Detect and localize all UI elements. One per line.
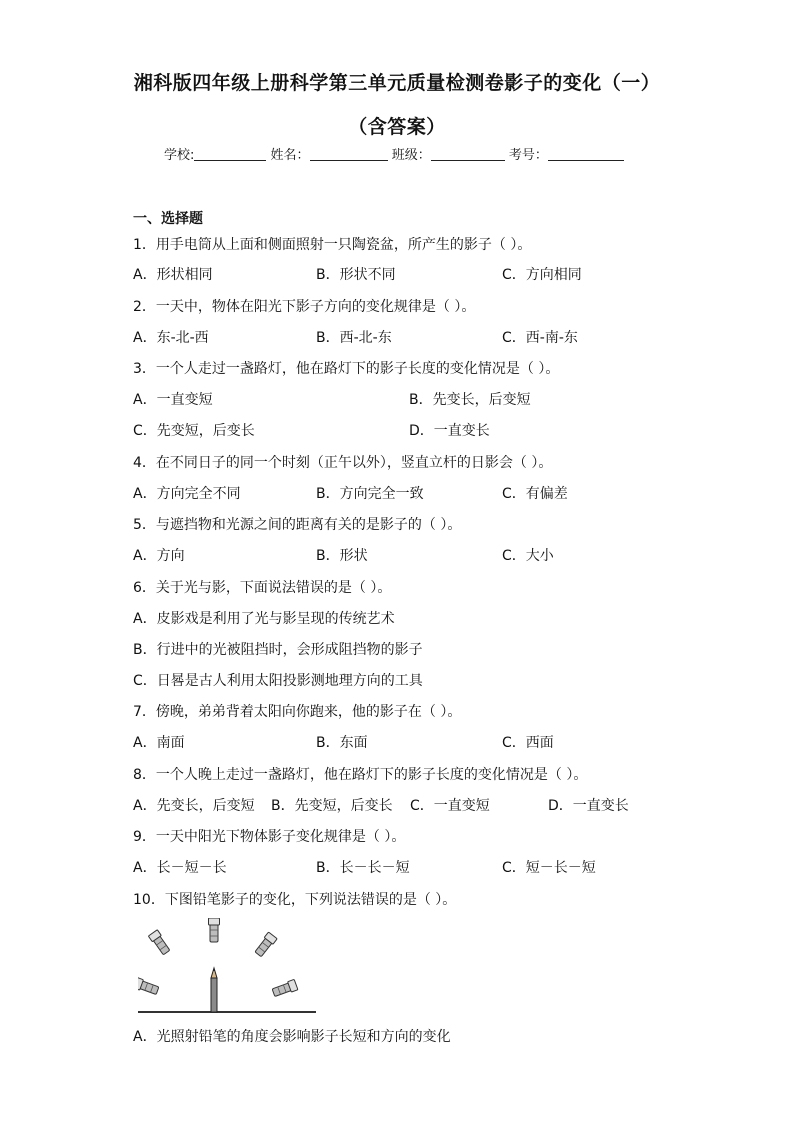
q3-option-c: C．先变短，后变长 <box>133 423 255 439</box>
question-7: 7．傍晚，弟弟背着太阳向你跑来，他的影子在（ ）。 <box>133 704 462 720</box>
q3-option-d: D．一直变长 <box>409 423 490 439</box>
q9-option-c: C．短－长－短 <box>502 860 596 876</box>
q8-option-a: A．先变长，后变短 <box>133 798 255 814</box>
q1-option-a: A．形状相同 <box>133 267 213 283</box>
school-blank[interactable] <box>194 146 266 161</box>
flashlight-lower-left-icon <box>138 977 159 996</box>
q7-option-a: A．南面 <box>133 735 185 751</box>
question-2: 2．一天中，物体在阳光下影子方向的变化规律是（ ）。 <box>133 299 476 315</box>
school-label: 学校: <box>164 148 195 163</box>
q4-option-c: C．有偏差 <box>502 486 568 502</box>
flashlight-upper-right-icon <box>254 932 277 958</box>
question-1: 1．用手电筒从上面和侧面照射一只陶瓷盆，所产生的影子（ ）。 <box>133 237 532 253</box>
name-blank[interactable] <box>310 146 388 161</box>
q4-option-b: B．方向完全一致 <box>316 486 424 502</box>
q7-option-c: C．西面 <box>502 735 554 751</box>
q1-option-c: C．方向相同 <box>502 267 582 283</box>
question-9: 9．一天中阳光下物体影子变化规律是（ ）。 <box>133 829 406 845</box>
q6-option-a: A．皮影戏是利用了光与影呈现的传统艺术 <box>133 611 395 627</box>
class-blank[interactable] <box>431 146 505 161</box>
q5-option-c: C．大小 <box>502 548 554 564</box>
question-3: 3．一个人走过一盏路灯，他在路灯下的影子长度的变化情况是（ ）。 <box>133 361 560 377</box>
q3-option-a: A．一直变短 <box>133 392 213 408</box>
exam-number-blank[interactable] <box>548 146 624 161</box>
q8-option-d: D．一直变长 <box>548 798 629 814</box>
q4-option-a: A．方向完全不同 <box>133 486 241 502</box>
name-label: 姓名： <box>270 148 310 163</box>
question-5: 5．与遮挡物和光源之间的距离有关的是影子的（ ）。 <box>133 517 462 533</box>
q10-option-a: A．光照射铅笔的角度会影响影子长短和方向的变化 <box>133 1029 451 1045</box>
flashlight-upper-left-icon <box>148 930 171 956</box>
question-10: 10．下图铅笔影子的变化，下列说法错误的是（ ）。 <box>133 892 457 908</box>
flashlight-lower-right-icon <box>272 979 298 998</box>
q9-option-a: A．长－短－长 <box>133 860 227 876</box>
pencil-icon <box>211 968 217 1012</box>
q8-option-b: B．先变短，后变长 <box>271 798 393 814</box>
flashlight-top-icon <box>209 918 220 942</box>
student-info-row <box>164 144 624 163</box>
page-subtitle: （含答案） <box>348 116 446 138</box>
question-4: 4．在不同日子的同一个时刻（正午以外），竖直立杆的日影会（ ）。 <box>133 455 553 471</box>
q3-option-b: B．先变长，后变短 <box>409 392 531 408</box>
q5-option-b: B．形状 <box>316 548 368 564</box>
question-6: 6．关于光与影，下面说法错误的是（ ）。 <box>133 580 392 596</box>
class-label: 班级： <box>391 148 431 163</box>
exam-number-label: 考号： <box>508 148 548 163</box>
q5-option-a: A．方向 <box>133 548 185 564</box>
q6-option-c: C．日晷是古人利用太阳投影测地理方向的工具 <box>133 673 423 689</box>
page-title: 湘科版四年级上册科学第三单元质量检测卷影子的变化（一） <box>133 72 661 94</box>
question-8: 8．一个人晚上走过一盏路灯，他在路灯下的影子长度的变化情况是（ ）。 <box>133 767 588 783</box>
pencil-flashlight-figure <box>138 918 316 1018</box>
q8-option-c: C．一直变短 <box>410 798 490 814</box>
section-title: 一、选择题 <box>133 211 203 227</box>
q6-option-b: B．行进中的光被阻挡时，会形成阻挡物的影子 <box>133 642 423 658</box>
q2-option-a: A．东-北-西 <box>133 330 209 346</box>
q9-option-b: B．长－长－短 <box>316 860 410 876</box>
q7-option-b: B．东面 <box>316 735 368 751</box>
q2-option-b: B．西-北-东 <box>316 330 392 346</box>
q1-option-b: B．形状不同 <box>316 267 396 283</box>
q2-option-c: C．西-南-东 <box>502 330 578 346</box>
